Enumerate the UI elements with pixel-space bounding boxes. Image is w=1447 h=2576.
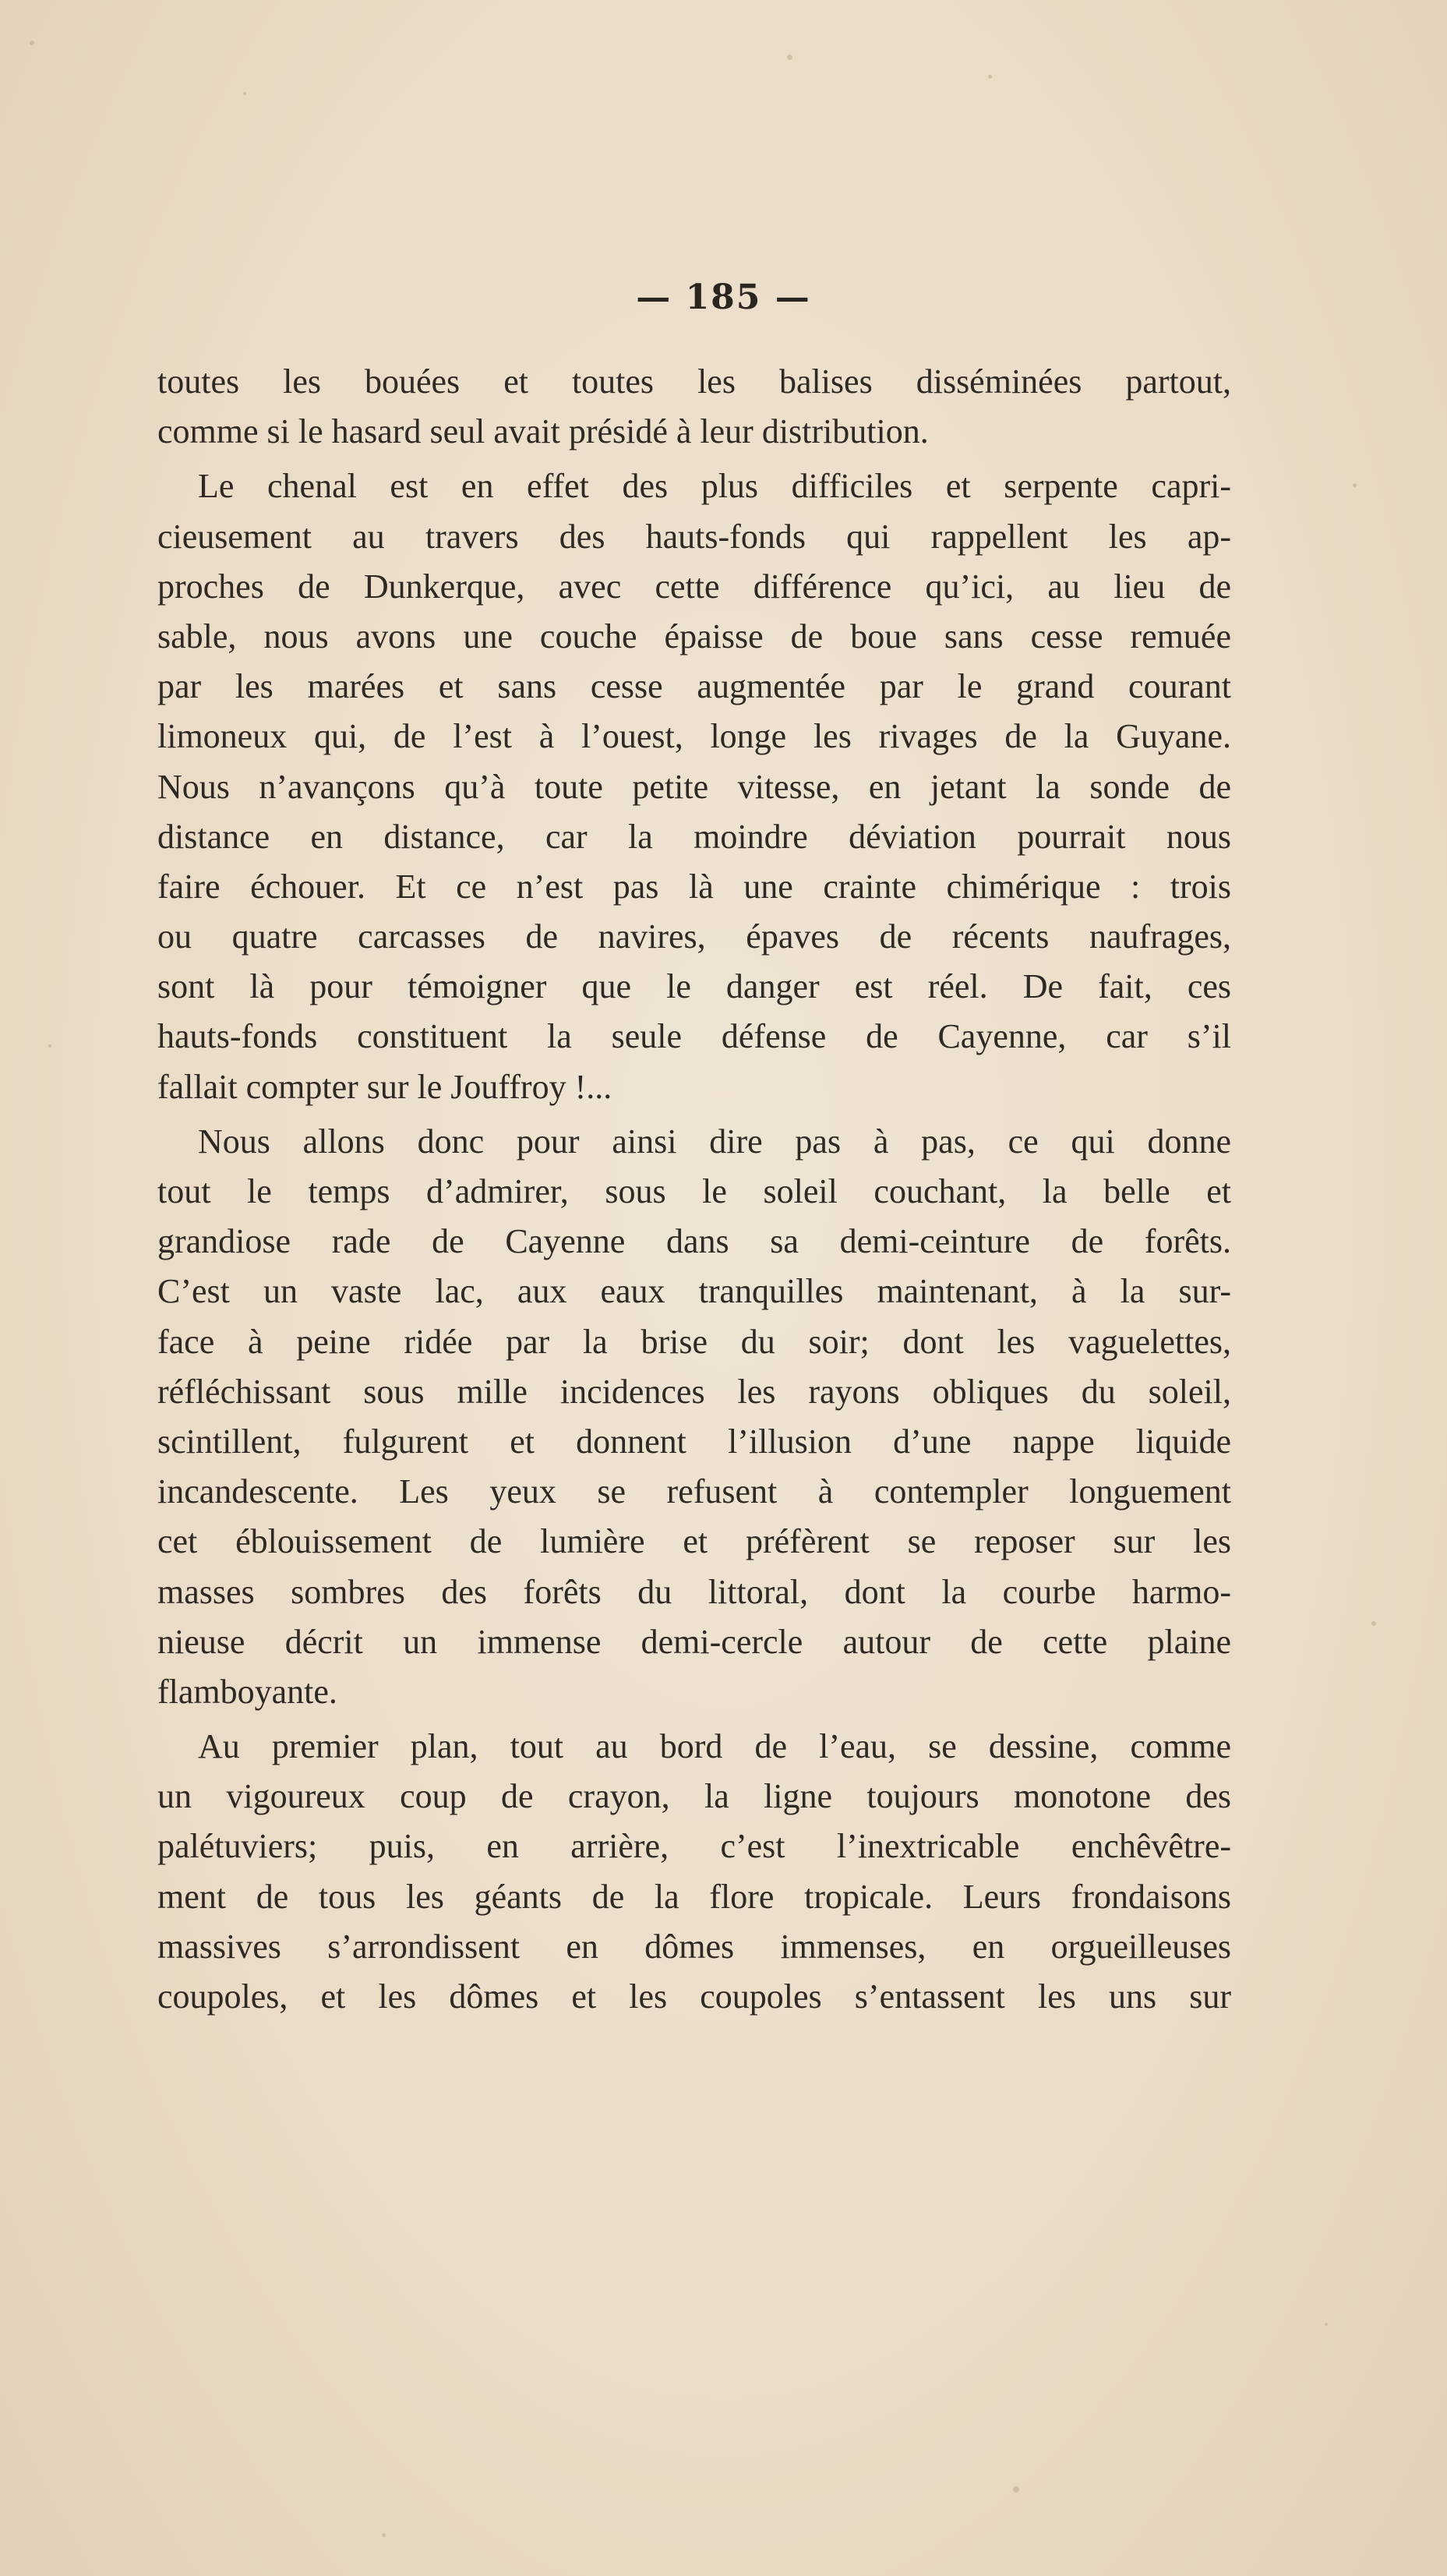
text-line: massives s’arrondissent en dômes immenses, en orgueilleuses xyxy=(157,1927,1231,1966)
text-line: Nous allons donc pour ainsi dire pas à pas, ce qui donne xyxy=(198,1122,1231,1161)
text-line: limoneux qui, de l’est à l’ouest, longe les rivages de la Guyane. xyxy=(157,717,1231,756)
body-text xyxy=(157,357,1231,2022)
paper-speck xyxy=(1353,483,1357,487)
text-line: faire échouer. Et ce n’est pas là une crainte chimérique : trois xyxy=(157,867,1231,906)
text-line: Nous n’avançons qu’à toute petite vitesse, en jetant la sonde de xyxy=(157,767,1231,806)
text-line: fallait compter sur le Jouffroy !... xyxy=(157,1067,612,1106)
paragraph xyxy=(157,357,1231,457)
paper-speck xyxy=(1013,2486,1019,2493)
text-line: incandescente. Les yeux se refusent à contempler longuement xyxy=(157,1472,1231,1511)
text-line: Au premier plan, tout au bord de l’eau, se dessine, comme xyxy=(198,1727,1231,1766)
text-line: scintillent, fulgurent et donnent l’illusion d’une nappe liquide xyxy=(157,1422,1231,1461)
text-line: toutes les bouées et toutes les balises disséminées partout, xyxy=(157,362,1231,401)
paper-speck xyxy=(787,55,792,60)
text-line: grandiose rade de Cayenne dans sa demi-ceinture de forêts. xyxy=(157,1222,1231,1261)
paper-speck xyxy=(988,75,992,79)
text-line: cieusement au travers des hauts-fonds qui rappellent les ap- xyxy=(157,517,1231,556)
text-line: C’est un vaste lac, aux eaux tranquilles maintenant, à la sur- xyxy=(157,1272,1231,1311)
paragraph xyxy=(157,1117,1231,1717)
text-line: ment de tous les géants de la flore tropicale. Leurs frondaisons xyxy=(157,1877,1231,1916)
text-line: réfléchissant sous mille incidences les rayons obliques du soleil, xyxy=(157,1372,1231,1411)
paper-speck xyxy=(1371,1621,1376,1626)
text-line: comme si le hasard seul avait présidé à leur distribution. xyxy=(157,412,929,451)
paper-speck xyxy=(1325,2323,1328,2326)
paragraph xyxy=(157,461,1231,1111)
text-line: sable, nous avons une couche épaisse de boue sans cesse remuée xyxy=(157,617,1231,655)
text-line: proches de Dunkerque, avec cette différence qu’ici, au lieu de xyxy=(157,567,1231,606)
text-line: Le chenal est en effet des plus difficiles et serpente capri- xyxy=(198,467,1231,506)
paragraph xyxy=(157,1722,1231,2022)
text-line: distance en distance, car la moindre déviation pourrait nous xyxy=(157,817,1231,856)
text-line: tout le temps d’admirer, sous le soleil couchant, la belle et xyxy=(157,1172,1231,1210)
text-line: face à peine ridée par la brise du soir; dont les vaguelettes, xyxy=(157,1322,1231,1361)
text-line: par les marées et sans cesse augmentée par le grand courant xyxy=(157,667,1231,706)
text-line: ou quatre carcasses de navires, épaves de récents naufrages, xyxy=(157,917,1231,956)
text-line: cet éblouissement de lumière et préfèrent se reposer sur les xyxy=(157,1522,1231,1561)
page-number: — 185 — xyxy=(636,277,811,317)
text-line: sont là pour témoigner que le danger est réel. De fait, ces xyxy=(157,967,1231,1006)
text-line: palétuviers; puis, en arrière, c’est l’inextricable enchêvêtre- xyxy=(157,1827,1231,1866)
paper-speck xyxy=(382,2533,386,2537)
paper-speck xyxy=(30,41,34,45)
text-line: un vigoureux coup de crayon, la ligne toujours monotone des xyxy=(157,1777,1231,1816)
paper-speck xyxy=(48,1044,51,1048)
text-line: masses sombres des forêts du littoral, dont la courbe harmo- xyxy=(157,1572,1231,1611)
text-line: nieuse décrit un immense demi-cercle autour de cette plaine xyxy=(157,1622,1231,1661)
text-line: flamboyante. xyxy=(157,1672,337,1711)
text-line: hauts-fonds constituent la seule défense de Cayenne, car s’il xyxy=(157,1017,1231,1056)
text-line: coupoles, et les dômes et les coupoles s’entassent les uns sur xyxy=(157,1977,1231,2016)
paper-speck xyxy=(243,92,246,95)
